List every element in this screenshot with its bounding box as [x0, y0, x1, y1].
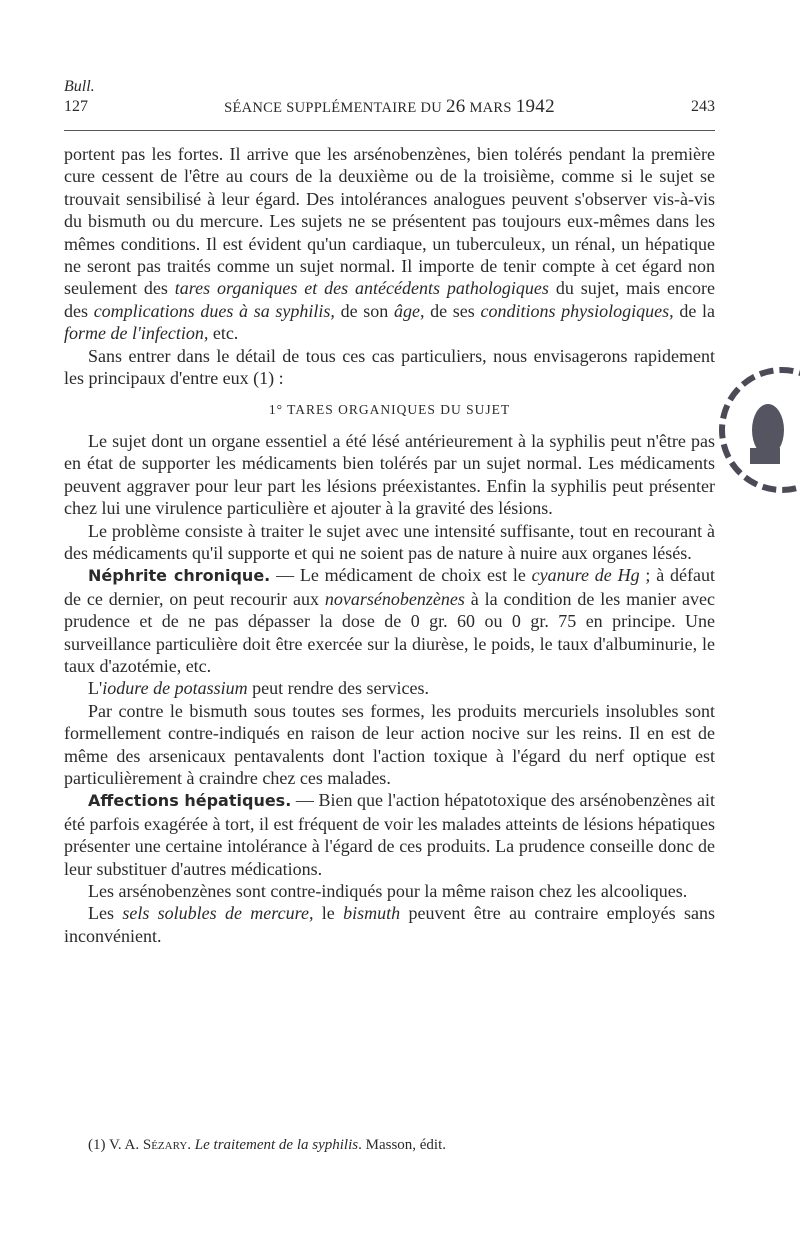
subheading: Affections hépatiques.	[88, 791, 292, 811]
footnote: (1) V. A. Sézary. Le traitement de la syphilis. Masson, édit.	[88, 1137, 447, 1153]
paragraph: Par contre le bismuth sous toutes ses formes, les produits mercuriels insolubles sont formellement contre-indiqués en raison de leur action nocive sur les reins. Il en est de même des arsenicaux pentavalents dont l'action toxique à l'égard du nerf optique est particulièrement à craindre chez ces malades.	[64, 700, 715, 788]
page-number: 243	[691, 98, 715, 115]
subheading: Néphrite chronique.	[88, 566, 271, 586]
library-stamp-icon	[690, 330, 800, 520]
header-rule	[64, 130, 715, 131]
paragraph: Affections hépatiques. — Bien que l'action hépatotoxique des arsénobenzènes ait été parfois exagérée à tort, il est fréquent de voir les malades atteints de lésions hépatiques présenter une certaine intolérance à l'égard de ces produits. La prudence conseille donc de leur substituer d'autres médications.	[64, 790, 715, 879]
paragraph: Sans entrer dans le détail de tous ces cas particuliers, nous envisagerons rapidement les principaux d'entre eux (1) :	[64, 345, 715, 389]
journal-abbrev: Bull.	[64, 78, 95, 95]
section-heading: 1° TARES ORGANIQUES DU SUJET	[268, 402, 511, 418]
paragraph: Le sujet dont un organe essentiel a été lésé antérieurement à la syphilis peut n'être pas en état de supporter les médicaments bien tolérés par un sujet normal. Les médicaments peuvent aggraver pour leur part les lésions préexistantes. Enfin la syphilis peut présenter chez lui une virulence particulière et ajouter à la gravité des lésions.	[64, 430, 715, 519]
body-text	[64, 143, 715, 947]
paragraph: Néphrite chronique. — Le médicament de choix est le cyanure de Hg ; à défaut de ce dernier, on peut recourir aux novarsénobenzènes à la condition de les manier avec prudence et de ne pas dépasser la dose de 0 gr. 60 ou 0 gr. 75 en principe. Une surveillance particulière doit être exercée sur la diurèse, le poids, le taux d'albuminurie, le taux d'azotémie, etc.	[64, 565, 715, 676]
paragraph: Les arsénobenzènes sont contre-indiqués pour la même raison chez les alcooliques.	[88, 881, 688, 901]
paragraph: Les sels solubles de mercure, le bismuth peuvent être au contraire employés sans inconvénient.	[64, 903, 715, 946]
running-header	[64, 96, 715, 120]
header-title: SÉANCE SUPPLÉMENTAIRE DU 26 MARS 1942	[224, 96, 555, 117]
volume-number: 127	[64, 98, 88, 115]
paragraph: portent pas les fortes. Il arrive que les arsénobenzènes, bien tolérés pendant la première cure cessent de l'être au cours de la deuxième ou de la troisième, comme si le sujet se trouvait sensibilisé à leur égard. Des intolérances analogues peuvent s'observer vis-à-vis du bismuth ou du mercure. Les sujets ne se présentent pas toujours eux-mêmes dans les mêmes conditions. Il est évident qu'un cardiaque, un tuberculeux, un rénal, un hépatique ne seront pas traités comme un sujet normal. Il importe de tenir compte à cet égard non seulement des tares organiques et des antécédents pathologiques du sujet, mais encore des complications dues à sa syphilis, de son âge, de ses conditions physiologiques, de la forme de l'infection, etc.	[64, 144, 715, 344]
paragraph: Le problème consiste à traiter le sujet avec une intensité suffisante, tout en recourant à des médicaments qu'il supporte et qui ne soient pas de nature à nuire aux organes lésés.	[64, 520, 715, 563]
paragraph: L'iodure de potassium peut rendre des services.	[88, 678, 430, 699]
